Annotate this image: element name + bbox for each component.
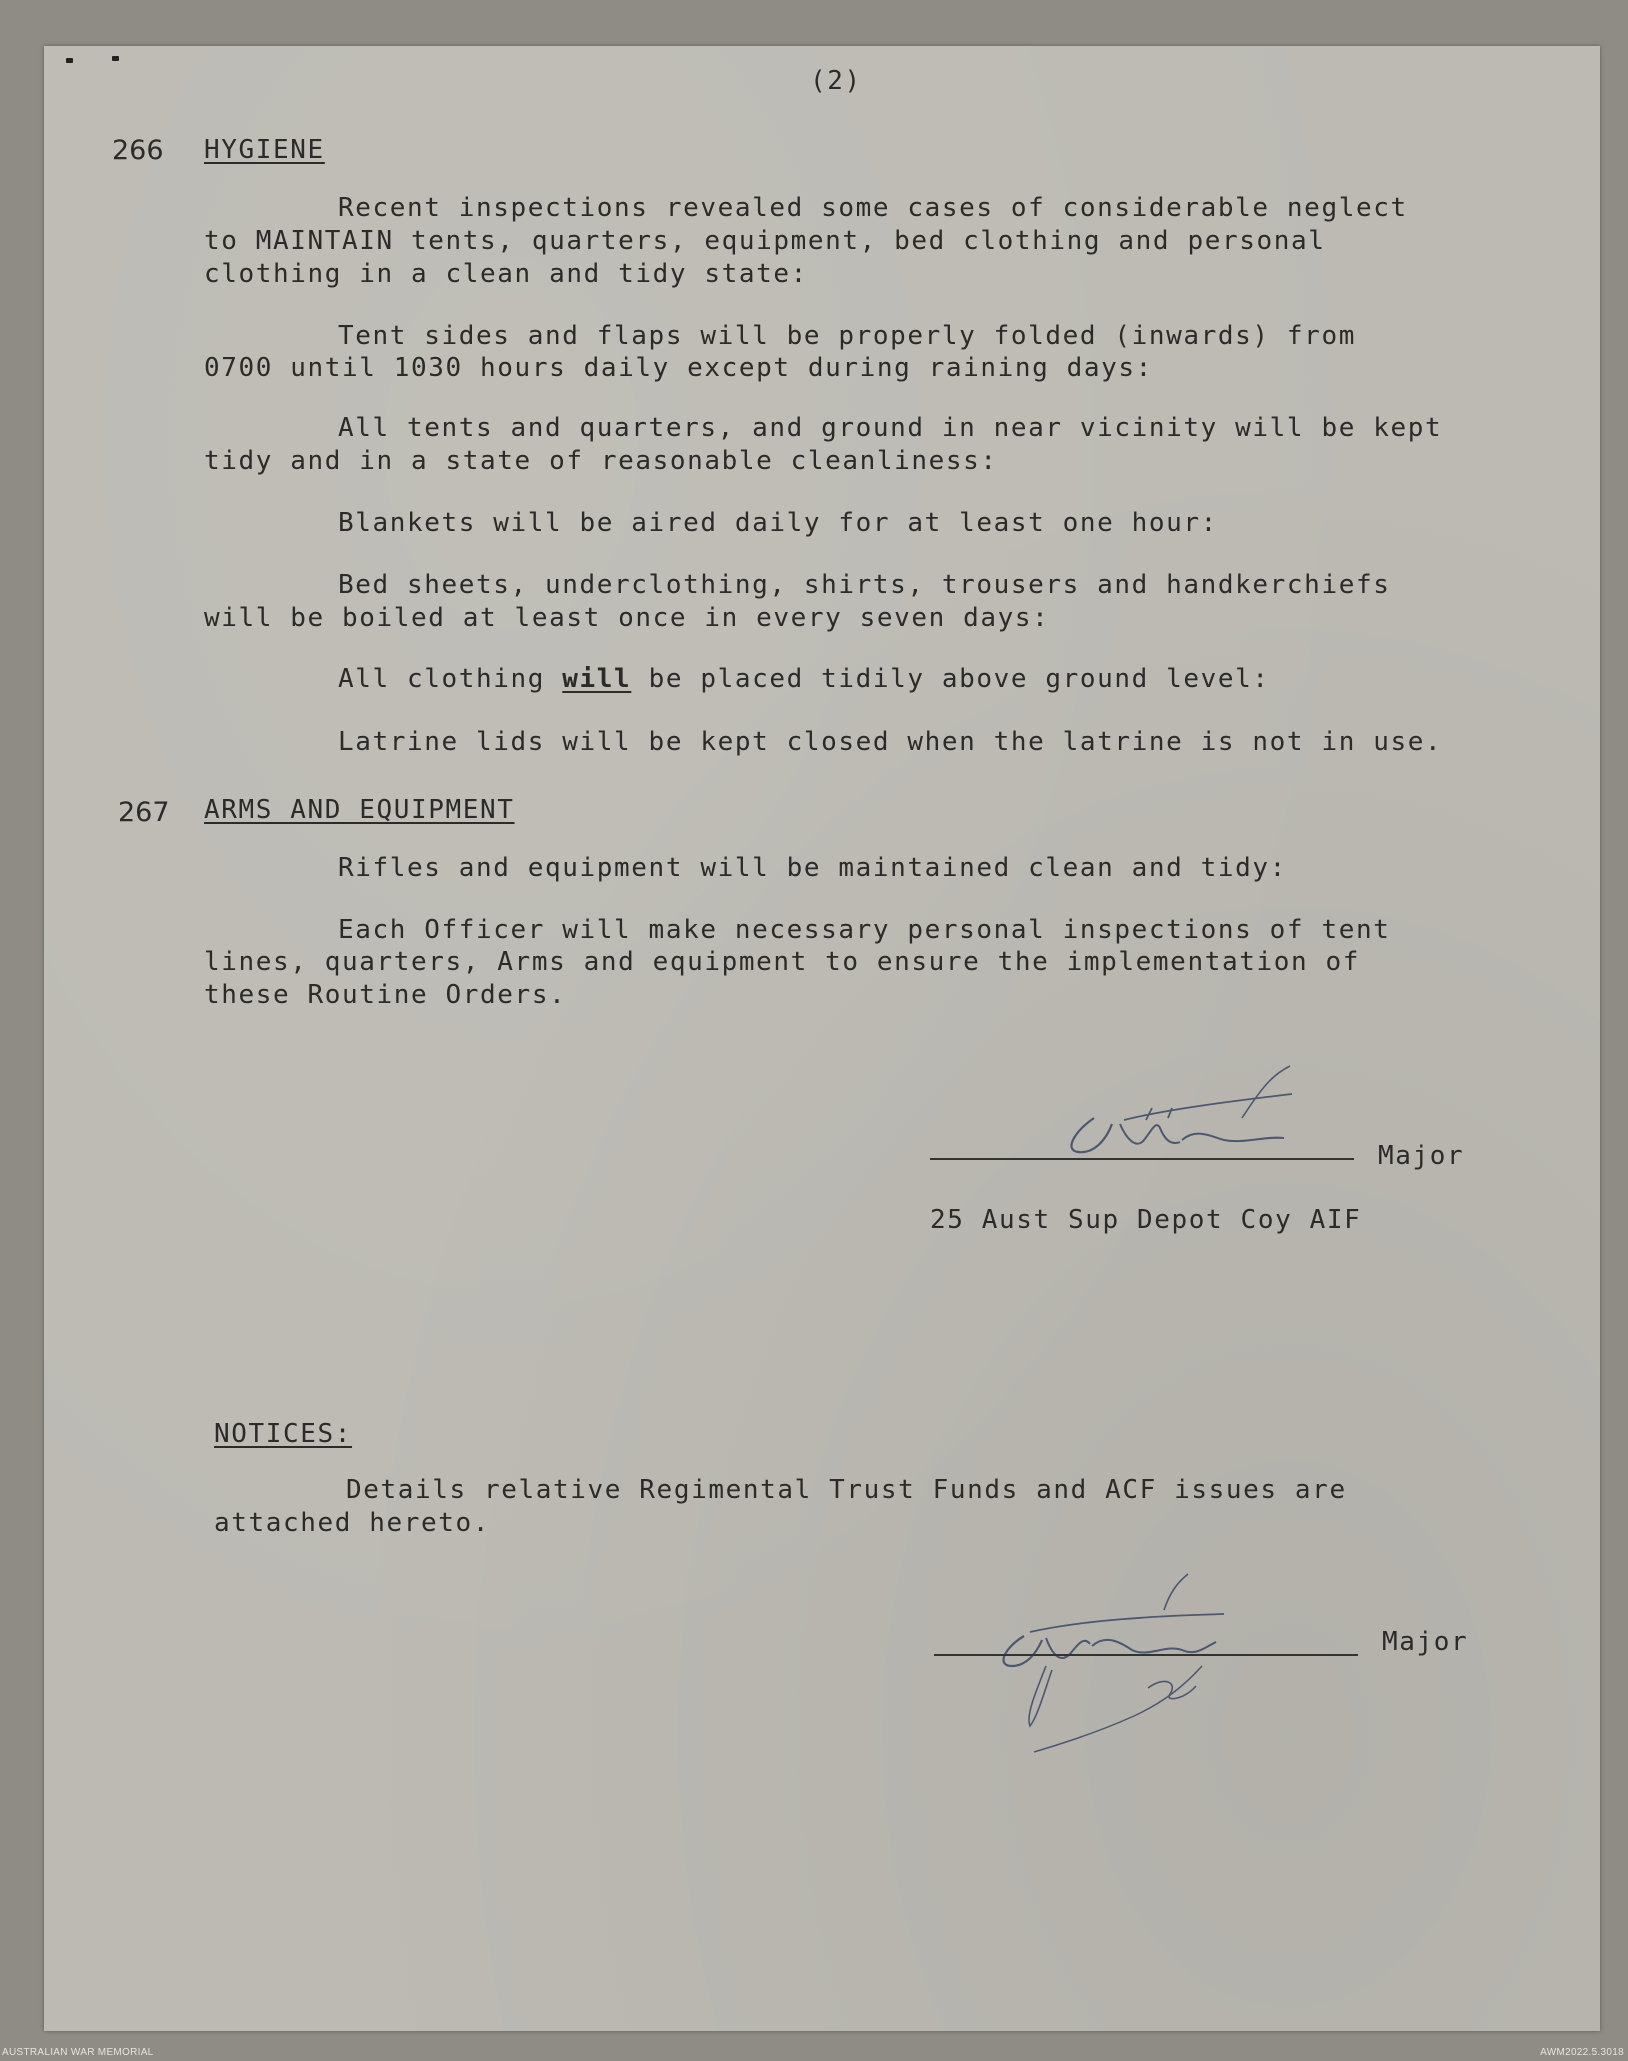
hygiene-para-1-line-2: to MAINTAIN tents, quarters, equipment, bed clothing and personal (204, 226, 1326, 256)
hygiene-para-2-line-2: 0700 until 1030 hours daily except during raining days: (204, 353, 1153, 383)
notices-heading: NOTICES: (214, 1419, 353, 1449)
section-266-number: 266 (112, 135, 164, 166)
document-page (44, 46, 1600, 2031)
section-267-number: 267 (118, 797, 170, 828)
hygiene-para-4-line-1: Blankets will be aired daily for at least one hour: (338, 508, 1218, 538)
signature-1-line (930, 1158, 1354, 1160)
notices-line-2: attached hereto. (214, 1508, 491, 1538)
arms-para-2-line-1: Each Officer will make necessary personal inspections of tent (338, 915, 1391, 945)
hygiene-para-6 (338, 663, 1270, 696)
hygiene-para-1-line-3: clothing in a clean and tidy state: (204, 259, 808, 289)
page-number: (2) (810, 66, 862, 96)
punch-mark-right (112, 56, 119, 61)
hygiene-para-7-line-1: Latrine lids will be kept closed when the latrine is not in use. (338, 727, 1443, 757)
signature-2 (934, 1566, 1354, 1756)
hygiene-para-3-line-2: tidy and in a state of reasonable cleanliness: (204, 446, 998, 476)
hygiene-para-2-line-1: Tent sides and flaps will be properly folded (inwards) from (338, 321, 1356, 351)
hygiene-para-3-line-1: All tents and quarters, and ground in near vicinity will be kept (338, 413, 1443, 443)
section-267-title: ARMS AND EQUIPMENT (204, 795, 515, 825)
arms-para-2-line-3: these Routine Orders. (204, 980, 567, 1010)
section-266-title: HYGIENE (204, 135, 325, 165)
hygiene-para-6-emphasis: will (562, 664, 632, 694)
signature-1 (924, 1054, 1344, 1194)
hygiene-para-1-line-1: Recent inspections revealed some cases of considerable neglect (338, 193, 1408, 223)
signature-2-line (934, 1654, 1358, 1656)
footer-right: AWM2022.5.3018 (1540, 2047, 1624, 2058)
punch-mark-left (66, 58, 73, 63)
signature-1-rank: Major (1378, 1141, 1465, 1171)
signature-1-unit: 25 Aust Sup Depot Coy AIF (930, 1205, 1362, 1235)
arms-para-2-line-2: lines, quarters, Arms and equipment to ensure the implementation of (204, 947, 1360, 977)
notices-line-1: Details relative Regimental Trust Funds and ACF issues are (346, 1475, 1347, 1505)
footer-left: AUSTRALIAN WAR MEMORIAL (2, 2047, 154, 2058)
hygiene-para-5-line-2: will be boiled at least once in every seven days: (204, 603, 1050, 633)
hygiene-para-6-before: All clothing (338, 664, 563, 694)
signature-2-rank: Major (1382, 1627, 1469, 1657)
arms-para-1-line-1: Rifles and equipment will be maintained clean and tidy: (338, 853, 1287, 883)
hygiene-para-6-after: be placed tidily above ground level: (631, 664, 1270, 694)
hygiene-para-5-line-1: Bed sheets, underclothing, shirts, trousers and handkerchiefs (338, 570, 1391, 600)
